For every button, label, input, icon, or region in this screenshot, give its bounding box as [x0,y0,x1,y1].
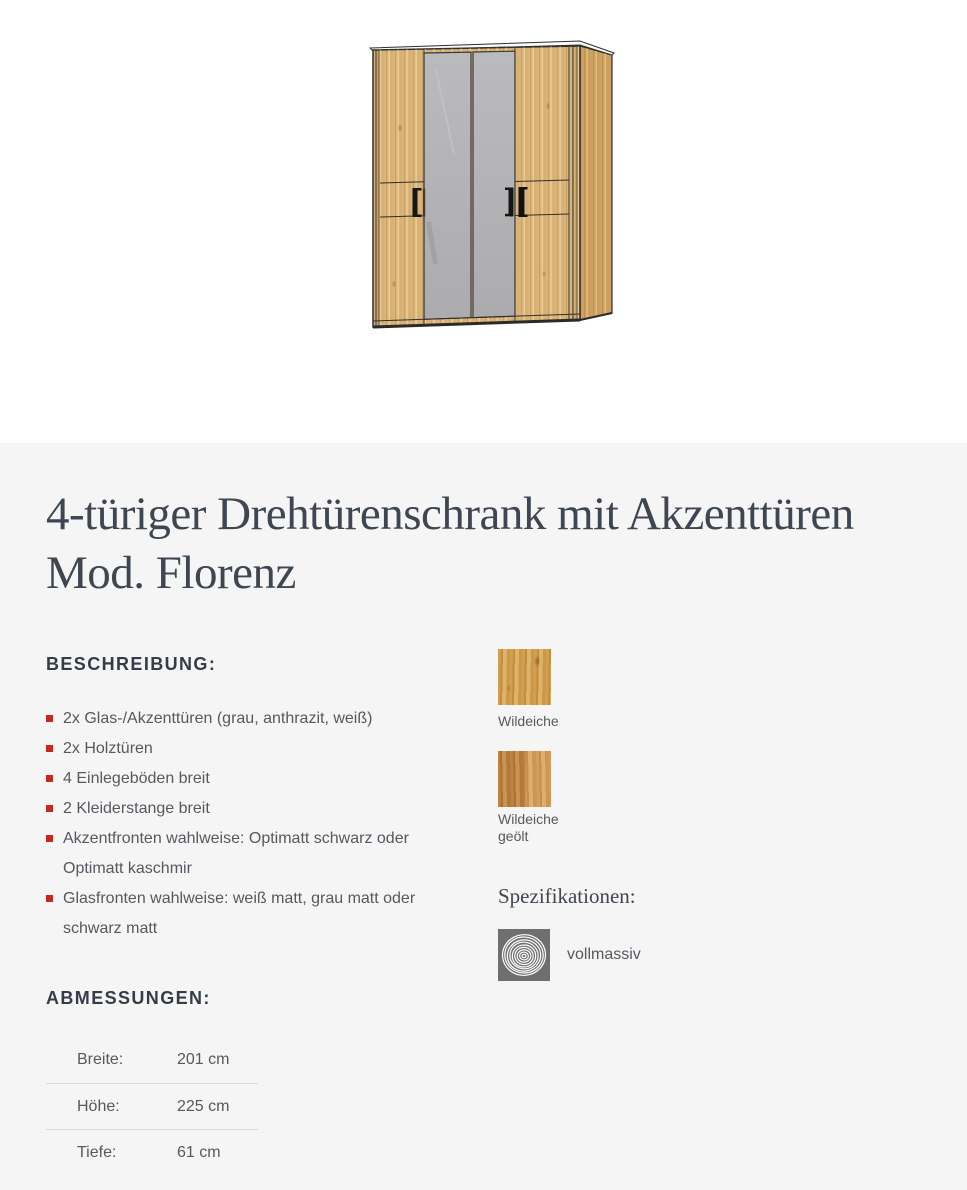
table-row [46,1129,258,1175]
list-item: 2x Holztüren [46,734,461,764]
table-row [46,1083,258,1129]
description-heading: BESCHREIBUNG: [46,654,217,674]
wood-swatch-wildeiche[interactable] [498,649,551,705]
spec-item-label: vollmassiv [567,946,641,963]
list-item: 4 Einlegeböden breit [46,764,461,794]
specifications-heading: Spezifikationen: [498,884,636,908]
product-info-section [0,443,967,1190]
dimensions-heading: ABMESSUNGEN: [46,988,211,1008]
hero-section [0,0,967,443]
list-item: Akzentfronten wahlweise: Optimatt schwarz oder Optimatt kaschmir [46,824,461,884]
description-list [46,704,461,944]
swatch-label: Wildeiche geölt [498,811,559,844]
table-row [46,1037,258,1083]
list-item: 2x Glas-/Akzenttüren (grau, anthrazit, weiß) [46,704,461,734]
product-illustration [358,36,618,338]
dim-value: 225 cm [177,1097,230,1115]
dim-label: Breite: [77,1051,124,1068]
list-item: 2 Kleiderstange breit [46,794,461,824]
dim-label: Höhe: [77,1097,120,1115]
wood-swatch-wildeiche-geoelt[interactable] [498,751,551,807]
page-title: 4-türiger Drehtürenschrank mit Akzenttüren Mod. Florenz [46,488,854,599]
dim-value: 61 cm [177,1143,221,1161]
swatch-label: Wildeiche [498,713,559,729]
list-item: Glasfronten wahlweise: weiß matt, grau matt oder schwarz matt [46,884,461,944]
tree-rings-icon [498,929,550,981]
dim-value: 201 cm [177,1051,230,1068]
dimensions-table [46,1037,258,1175]
dim-label: Tiefe: [77,1143,117,1161]
